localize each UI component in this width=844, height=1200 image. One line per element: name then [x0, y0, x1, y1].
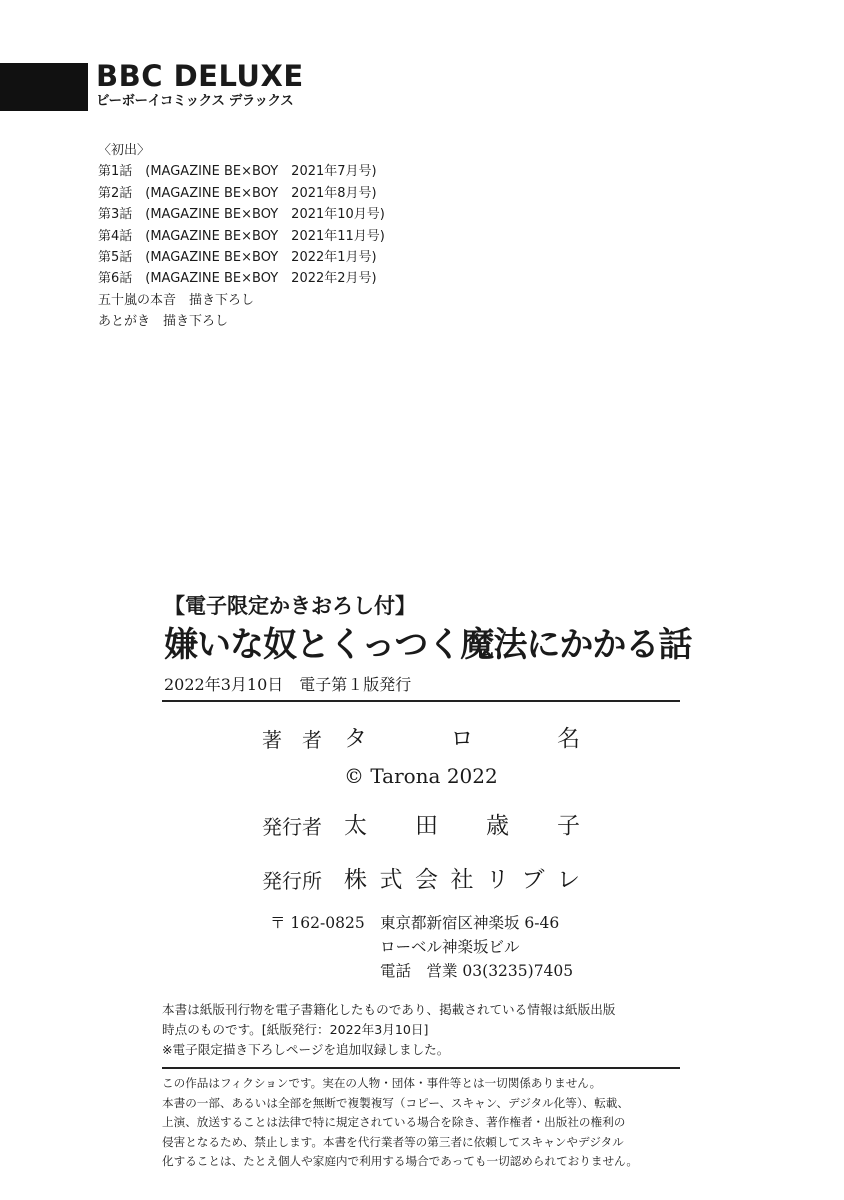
- brand-title: BBC DELUXE: [96, 59, 304, 93]
- edition-tag: 【電子限定かきおろし付】: [164, 594, 416, 618]
- first-publication-item: 第2話 (MAGAZINE BE×BOY 2021年8月号): [98, 185, 377, 201]
- author-label: 著 者: [262, 728, 322, 752]
- publisher-name: [344, 865, 580, 895]
- copyright: © Tarona 2022: [344, 764, 498, 788]
- author-name-char: ロ: [450, 726, 474, 752]
- first-publication-item: あとがき 描き下ろし: [98, 314, 229, 330]
- author-name: [344, 724, 580, 754]
- address-line-1: 東京都新宿区神楽坂 6-46: [380, 914, 560, 932]
- publisher-char: リ: [486, 867, 509, 893]
- postal-code: 〒 162-0825: [270, 914, 365, 932]
- publisher-person-label: 発行者: [262, 815, 322, 839]
- publisher-char: 会: [415, 867, 438, 893]
- publisher-label: 発行所: [262, 869, 322, 893]
- legal-notice: [162, 1074, 692, 1172]
- notice-line: ※電子限定描き下ろしページを追加収録しました。: [162, 1042, 450, 1057]
- publisher-person-char: 歳: [486, 813, 509, 839]
- first-publication-heading: 〈初出〉: [98, 143, 151, 158]
- first-publication-item: 五十嵐の本音 描き下ろし: [98, 292, 255, 308]
- publisher-person-char: 子: [557, 813, 580, 839]
- divider: [162, 1067, 680, 1069]
- publisher-char: 株: [344, 867, 367, 893]
- first-publication-item: 第3話 (MAGAZINE BE×BOY 2021年10月号): [98, 207, 385, 223]
- first-publication-list: [98, 140, 385, 333]
- address-line-2: ローベル神楽坂ビル: [380, 938, 520, 956]
- notice-line: この作品はフィクションです。実在の人物・団体・事件等とは一切関係ありません。: [162, 1076, 602, 1090]
- notice-line: 本書は紙版刊行物を電子書籍化したものであり、掲載されている情報は紙版出版: [162, 1002, 616, 1017]
- first-publication-item: 第6話 (MAGAZINE BE×BOY 2022年2月号): [98, 271, 377, 287]
- notice-line: 化することは、たとえ個人や家庭内で利用する場合であっても一切認められておりません。: [162, 1154, 638, 1169]
- publisher-char: 式: [379, 867, 403, 893]
- notice-line: 侵害となるため、禁止します。本書を代行業者等の第三者に依頼してスキャンやデジタル: [162, 1134, 624, 1149]
- publisher-char: レ: [557, 867, 580, 893]
- publisher-person-char: 太: [344, 813, 367, 839]
- author-name-char: 名: [557, 726, 580, 752]
- publisher-char: ブ: [521, 867, 545, 893]
- publisher-person-name: [344, 811, 580, 841]
- notice-line: 上演、放送することは法律で特に規定されている場合を除き、著作権者・出版社の権利の: [162, 1115, 626, 1130]
- publication-date: 2022年3月10日 電子第１版発行: [164, 675, 412, 694]
- author-name-char: タ: [344, 726, 367, 752]
- divider: [162, 700, 680, 702]
- first-publication-item: 第4話 (MAGAZINE BE×BOY 2021年11月号): [98, 228, 385, 244]
- book-title: 嫌いな奴とくっつく魔法にかかる話: [164, 625, 692, 665]
- publisher-person-char: 田: [415, 813, 438, 839]
- publisher-char: 社: [450, 867, 474, 893]
- brand-subtitle: ビーボーイコミックス デラックス: [96, 93, 294, 109]
- digital-edition-notice: [162, 1000, 682, 1060]
- first-publication-item: 第1話 (MAGAZINE BE×BOY 2021年7月号): [98, 164, 377, 180]
- first-publication-item: 第5話 (MAGAZINE BE×BOY 2022年1月号): [98, 250, 377, 266]
- notice-line: 本書の一部、あるいは全部を無断で複製複写（コピー、スキャン、デジタル化等）、転載、: [162, 1095, 629, 1110]
- brand-black-bar: [0, 63, 88, 111]
- phone-number: 電話 営業 03(3235)7405: [380, 962, 574, 980]
- notice-line: 時点のものです。[紙版発行：2022年3月10日]: [162, 1022, 429, 1037]
